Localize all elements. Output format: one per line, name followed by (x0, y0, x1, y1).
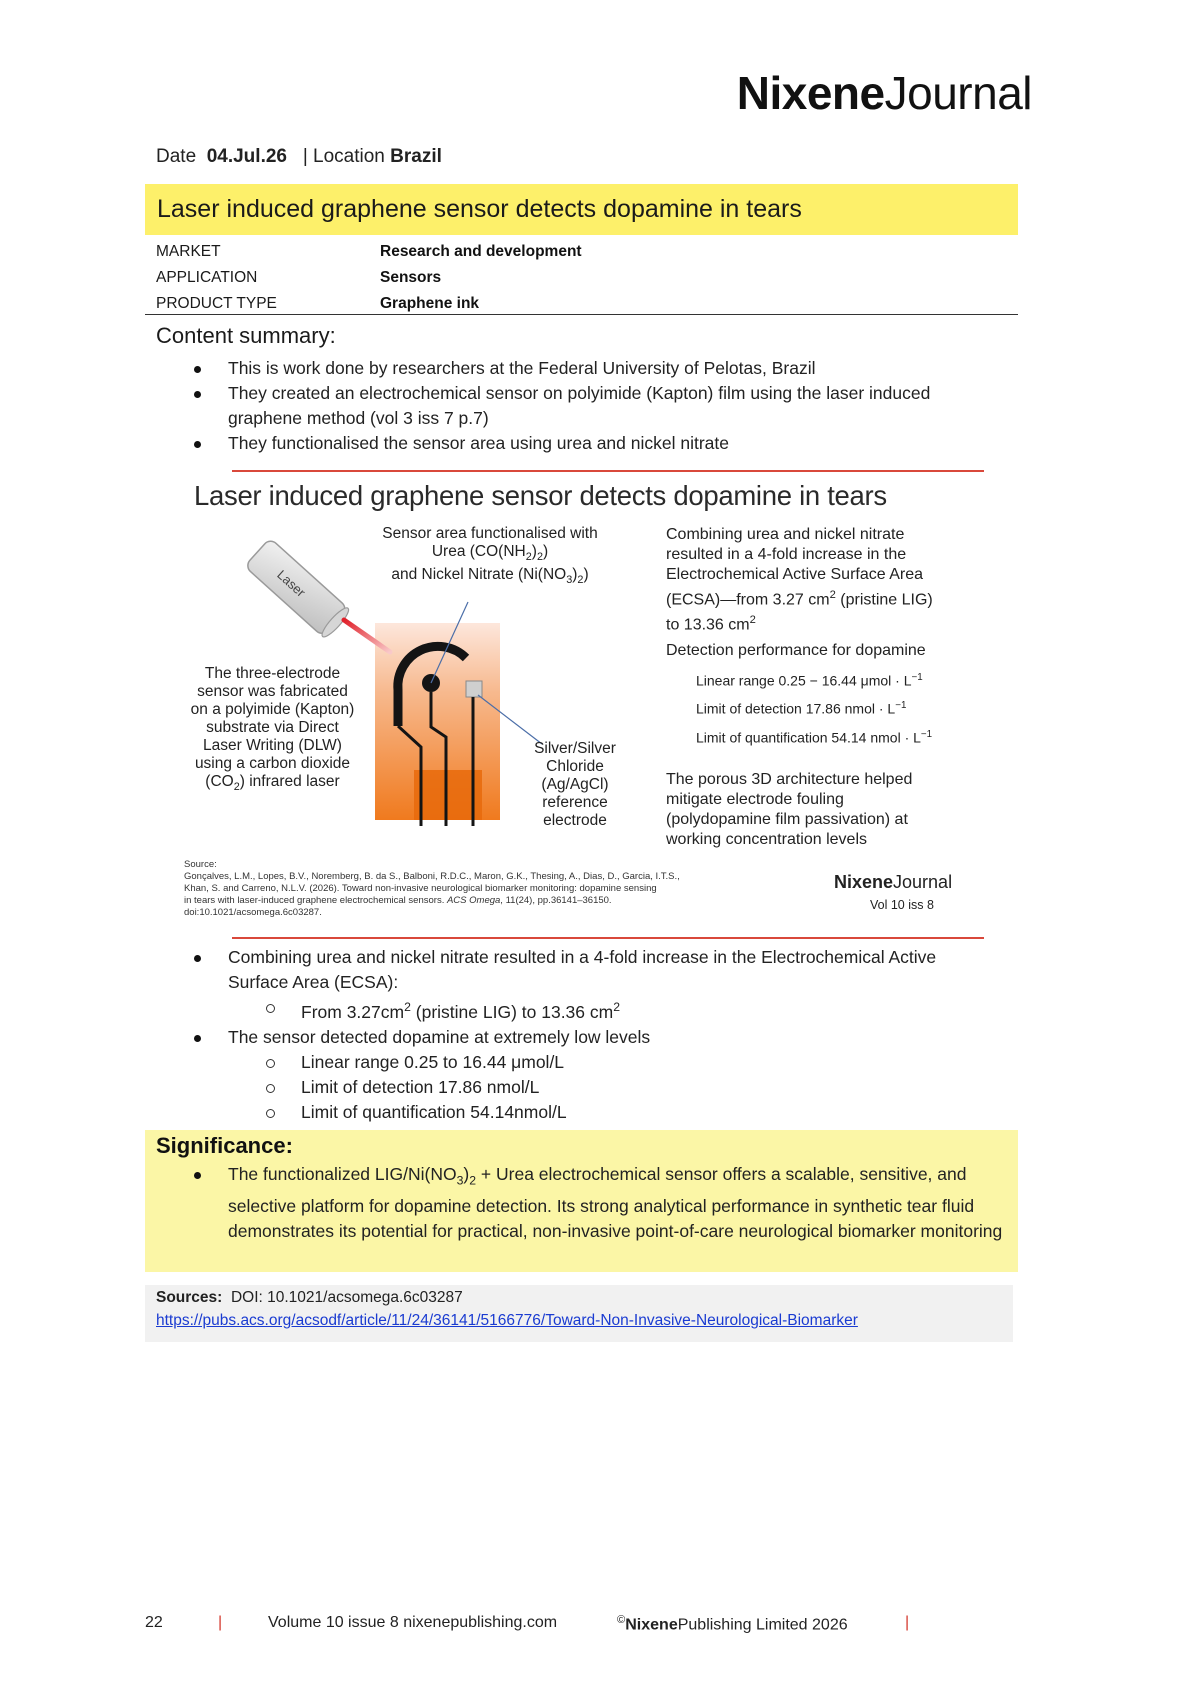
detection-lod (696, 700, 906, 717)
footer-divider: | (218, 1614, 223, 1631)
annotation-line (666, 610, 986, 635)
meta-label-market: MARKET (156, 243, 221, 260)
text-span: (pristine LIG) (835, 591, 933, 609)
journal-brand (737, 66, 1032, 120)
brand-light: Journal (893, 872, 953, 892)
brand-bold: Nixene (736, 67, 885, 119)
figure-brand (834, 872, 952, 893)
text-span: + Urea electrochemical sensor offers a scalable, sensitive, and selective platform for dopamine detection. Its strong analytical performance in synthetic tear fluid demonstrates its potential for practical, non-invasive point-of-care neurological biomarker monitoring (228, 1164, 1003, 1241)
porous-annotation (666, 770, 986, 850)
publisher-bold: Nixene (625, 1616, 678, 1634)
significance-heading: Significance: (156, 1133, 293, 1158)
text-sub: 3 (566, 574, 573, 587)
text-span: , 11(24), pp.36141–36150. (500, 895, 612, 906)
finding-subitem (156, 995, 1071, 1025)
summary-item: They functionalised the sensor area using urea and nickel nitrate (156, 431, 998, 456)
detection-heading: Detection performance for dopamine (666, 642, 926, 659)
dateline (156, 146, 442, 168)
text-span: ) (583, 566, 589, 584)
annotation-line: (polydopamine film passivation) at (666, 811, 908, 828)
svg-text:Laser: Laser (274, 566, 309, 600)
annotation-line: substrate via Direct (206, 719, 339, 736)
date-label: Date (156, 146, 197, 167)
reference-electrode (466, 681, 482, 697)
brand-light: Journal (884, 67, 1032, 119)
figure-source (184, 859, 704, 919)
reference-electrode-label (525, 740, 625, 830)
date-value: 04.Jul.26 (206, 146, 287, 167)
annotation-line: Electrochemical Active Surface Area (666, 566, 924, 583)
text-span: ) infrared laser (239, 773, 340, 790)
text-span: Linear range 0.25 − 16.44 μmol · L (696, 672, 912, 689)
functionalised-label (360, 525, 620, 589)
figure-volume: Vol 10 iss 8 (870, 898, 934, 912)
significance-item (156, 1162, 1008, 1244)
sources-doi-line (156, 1289, 463, 1307)
annotation-line: The porous 3D architecture helped (666, 771, 913, 788)
copyright-symbol: © (617, 1614, 626, 1626)
functionalised-line (360, 543, 620, 566)
annotation-line: sensor was fabricated (197, 683, 348, 700)
source-line (184, 895, 704, 907)
text-span: to 13.36 cm (666, 616, 750, 634)
text-sub: 3 (456, 1173, 464, 1188)
ecsa-annotation (666, 525, 986, 636)
text-sup: 2 (404, 1000, 411, 1014)
meta-label-product-type: PRODUCT TYPE (156, 295, 277, 312)
sources-label: Sources: (156, 1289, 223, 1306)
content-summary-heading: Content summary: (156, 323, 336, 348)
text-span: (ECSA)—from 3.27 cm (666, 591, 830, 609)
finding-item: The sensor detected dopamine at extremely low levels (156, 1025, 998, 1050)
article-title-bar (145, 184, 1018, 235)
meta-value-application: Sensors (380, 269, 442, 286)
text-span: (CO (205, 773, 234, 790)
text-sup: 2 (613, 1000, 621, 1014)
text-span: Limit of detection 17.86 nmol · L (696, 700, 896, 717)
footer-copyright (617, 1614, 848, 1634)
text-span: and Nickel Nitrate (Ni(NO (391, 566, 567, 584)
summary-item: They created an electrochemical sensor on polyimide (Kapton) film using the laser induced graphene method (vol 3 iss 7 p.7) (156, 381, 998, 431)
figure-bottom-rule (232, 937, 984, 939)
text-span: in tears with laser-induced graphene electrochemical sensors. (184, 895, 445, 906)
text-sup: −1 (911, 672, 923, 683)
footer-divider: | (905, 1614, 910, 1631)
brand-bold: Nixene (834, 872, 894, 892)
annotation-line: electrode (543, 812, 607, 829)
text-span: The functionalized LIG/Ni(NO (228, 1164, 457, 1184)
text-span: ) (572, 566, 578, 584)
source-line: Gonçalves, L.M., Lopes, B.V., Noremberg, B. da S., Balboni, R.D.C., Maron, G.K., Thesing, A., Dias, D., Garcia, I.T.S., (184, 871, 680, 882)
text-span: ) (463, 1164, 470, 1184)
annotation-line: mitigate electrode fouling (666, 791, 844, 808)
significance-list (156, 1162, 1008, 1244)
text-span: From 3.27cm (301, 1001, 405, 1022)
three-electrode-label (180, 665, 365, 796)
text-span: Urea (CO(NH (431, 543, 526, 560)
text-sub: 2 (577, 574, 584, 587)
text-span: ) (531, 543, 537, 560)
annotation-line: Combining urea and nickel nitrate (666, 526, 905, 543)
annotation-line (180, 773, 365, 796)
meta-value-market: Research and development (380, 243, 582, 260)
finding-subitem: Linear range 0.25 to 16.44 μmol/L (156, 1050, 1071, 1075)
summary-list (156, 356, 998, 456)
meta-label-application: APPLICATION (156, 269, 258, 286)
figure-title: Laser induced graphene sensor detects dopamine in tears (194, 480, 887, 511)
text-sub: 2 (536, 551, 543, 564)
finding-subitem: Limit of detection 17.86 nmol/L (156, 1075, 1071, 1100)
text-span: ) (542, 543, 549, 560)
footer-page-number: 22 (145, 1614, 163, 1631)
functionalised-line (360, 566, 620, 589)
text-sup: −1 (895, 700, 907, 711)
annotation-line: using a carbon dioxide (194, 755, 351, 772)
location-value: Brazil (390, 146, 442, 167)
annotation-line: on a polyimide (Kapton) (190, 701, 355, 718)
findings-list (156, 945, 1071, 1125)
footer-volume: Volume 10 issue 8 nixenepublishing.com (268, 1614, 558, 1631)
publisher-rest: Publishing Limited 2026 (677, 1616, 848, 1634)
location-label: | Location (302, 146, 385, 167)
source-label: Source: (184, 859, 217, 870)
source-line: Khan, S. and Carreno, N.L.V. (2026). Toward non-invasive neurological biomarker monitoring: dopamine sensing (184, 883, 657, 894)
text-span: Limit of quantification 54.14 nmol · L (696, 729, 921, 746)
sources-doi: DOI: 10.1021/acsomega.6c03287 (230, 1289, 463, 1306)
functionalised-line: Sensor area functionalised with (382, 525, 598, 542)
meta-value-product-type: Graphene ink (380, 295, 480, 312)
text-span: (pristine LIG) to 13.36 cm (410, 1001, 614, 1022)
text-sup: −1 (920, 729, 933, 740)
text-sup: 2 (749, 614, 756, 627)
annotation-line: Silver/Silver (534, 740, 616, 757)
annotation-line: Chloride (546, 758, 604, 775)
detection-loq (696, 729, 932, 746)
source-line: doi:10.1021/acsomega.6c03287. (184, 907, 322, 918)
article-title: Laser induced graphene sensor detects dopamine in tears (157, 195, 802, 223)
text-sub: 2 (525, 551, 532, 564)
laser-icon (245, 538, 352, 640)
infographic-figure (180, 470, 990, 940)
annotation-line (666, 585, 986, 610)
annotation-line: reference (542, 794, 608, 811)
detection-linear-range (696, 672, 923, 689)
text-sup: 2 (829, 589, 836, 601)
finding-item: Combining urea and nickel nitrate resulted in a 4-fold increase in the Electrochemical Active Surface Area (ECSA): (156, 945, 998, 995)
sources-link[interactable]: https://pubs.acs.org/acsodf/article/11/24/36141/5166776/Toward-Non-Invasive-Neurological-Biomarker (156, 1312, 858, 1329)
summary-item: This is work done by researchers at the Federal University of Pelotas, Brazil (156, 356, 998, 381)
figure-top-rule (232, 470, 984, 472)
sources-box (145, 1285, 1013, 1342)
annotation-line: resulted in a 4-fold increase in the (666, 546, 907, 563)
text-sub: 2 (233, 781, 240, 794)
text-sub: 2 (469, 1173, 477, 1188)
annotation-line: The three-electrode (204, 665, 341, 682)
source-journal: ACS Omega (446, 895, 501, 906)
finding-subitem: Limit of quantification 54.14nmol/L (156, 1100, 1071, 1125)
annotation-line: working concentration levels (666, 831, 867, 848)
divider (145, 314, 1018, 315)
annotation-line: Laser Writing (DLW) (203, 737, 342, 754)
annotation-line: (Ag/AgCl) (541, 776, 609, 793)
